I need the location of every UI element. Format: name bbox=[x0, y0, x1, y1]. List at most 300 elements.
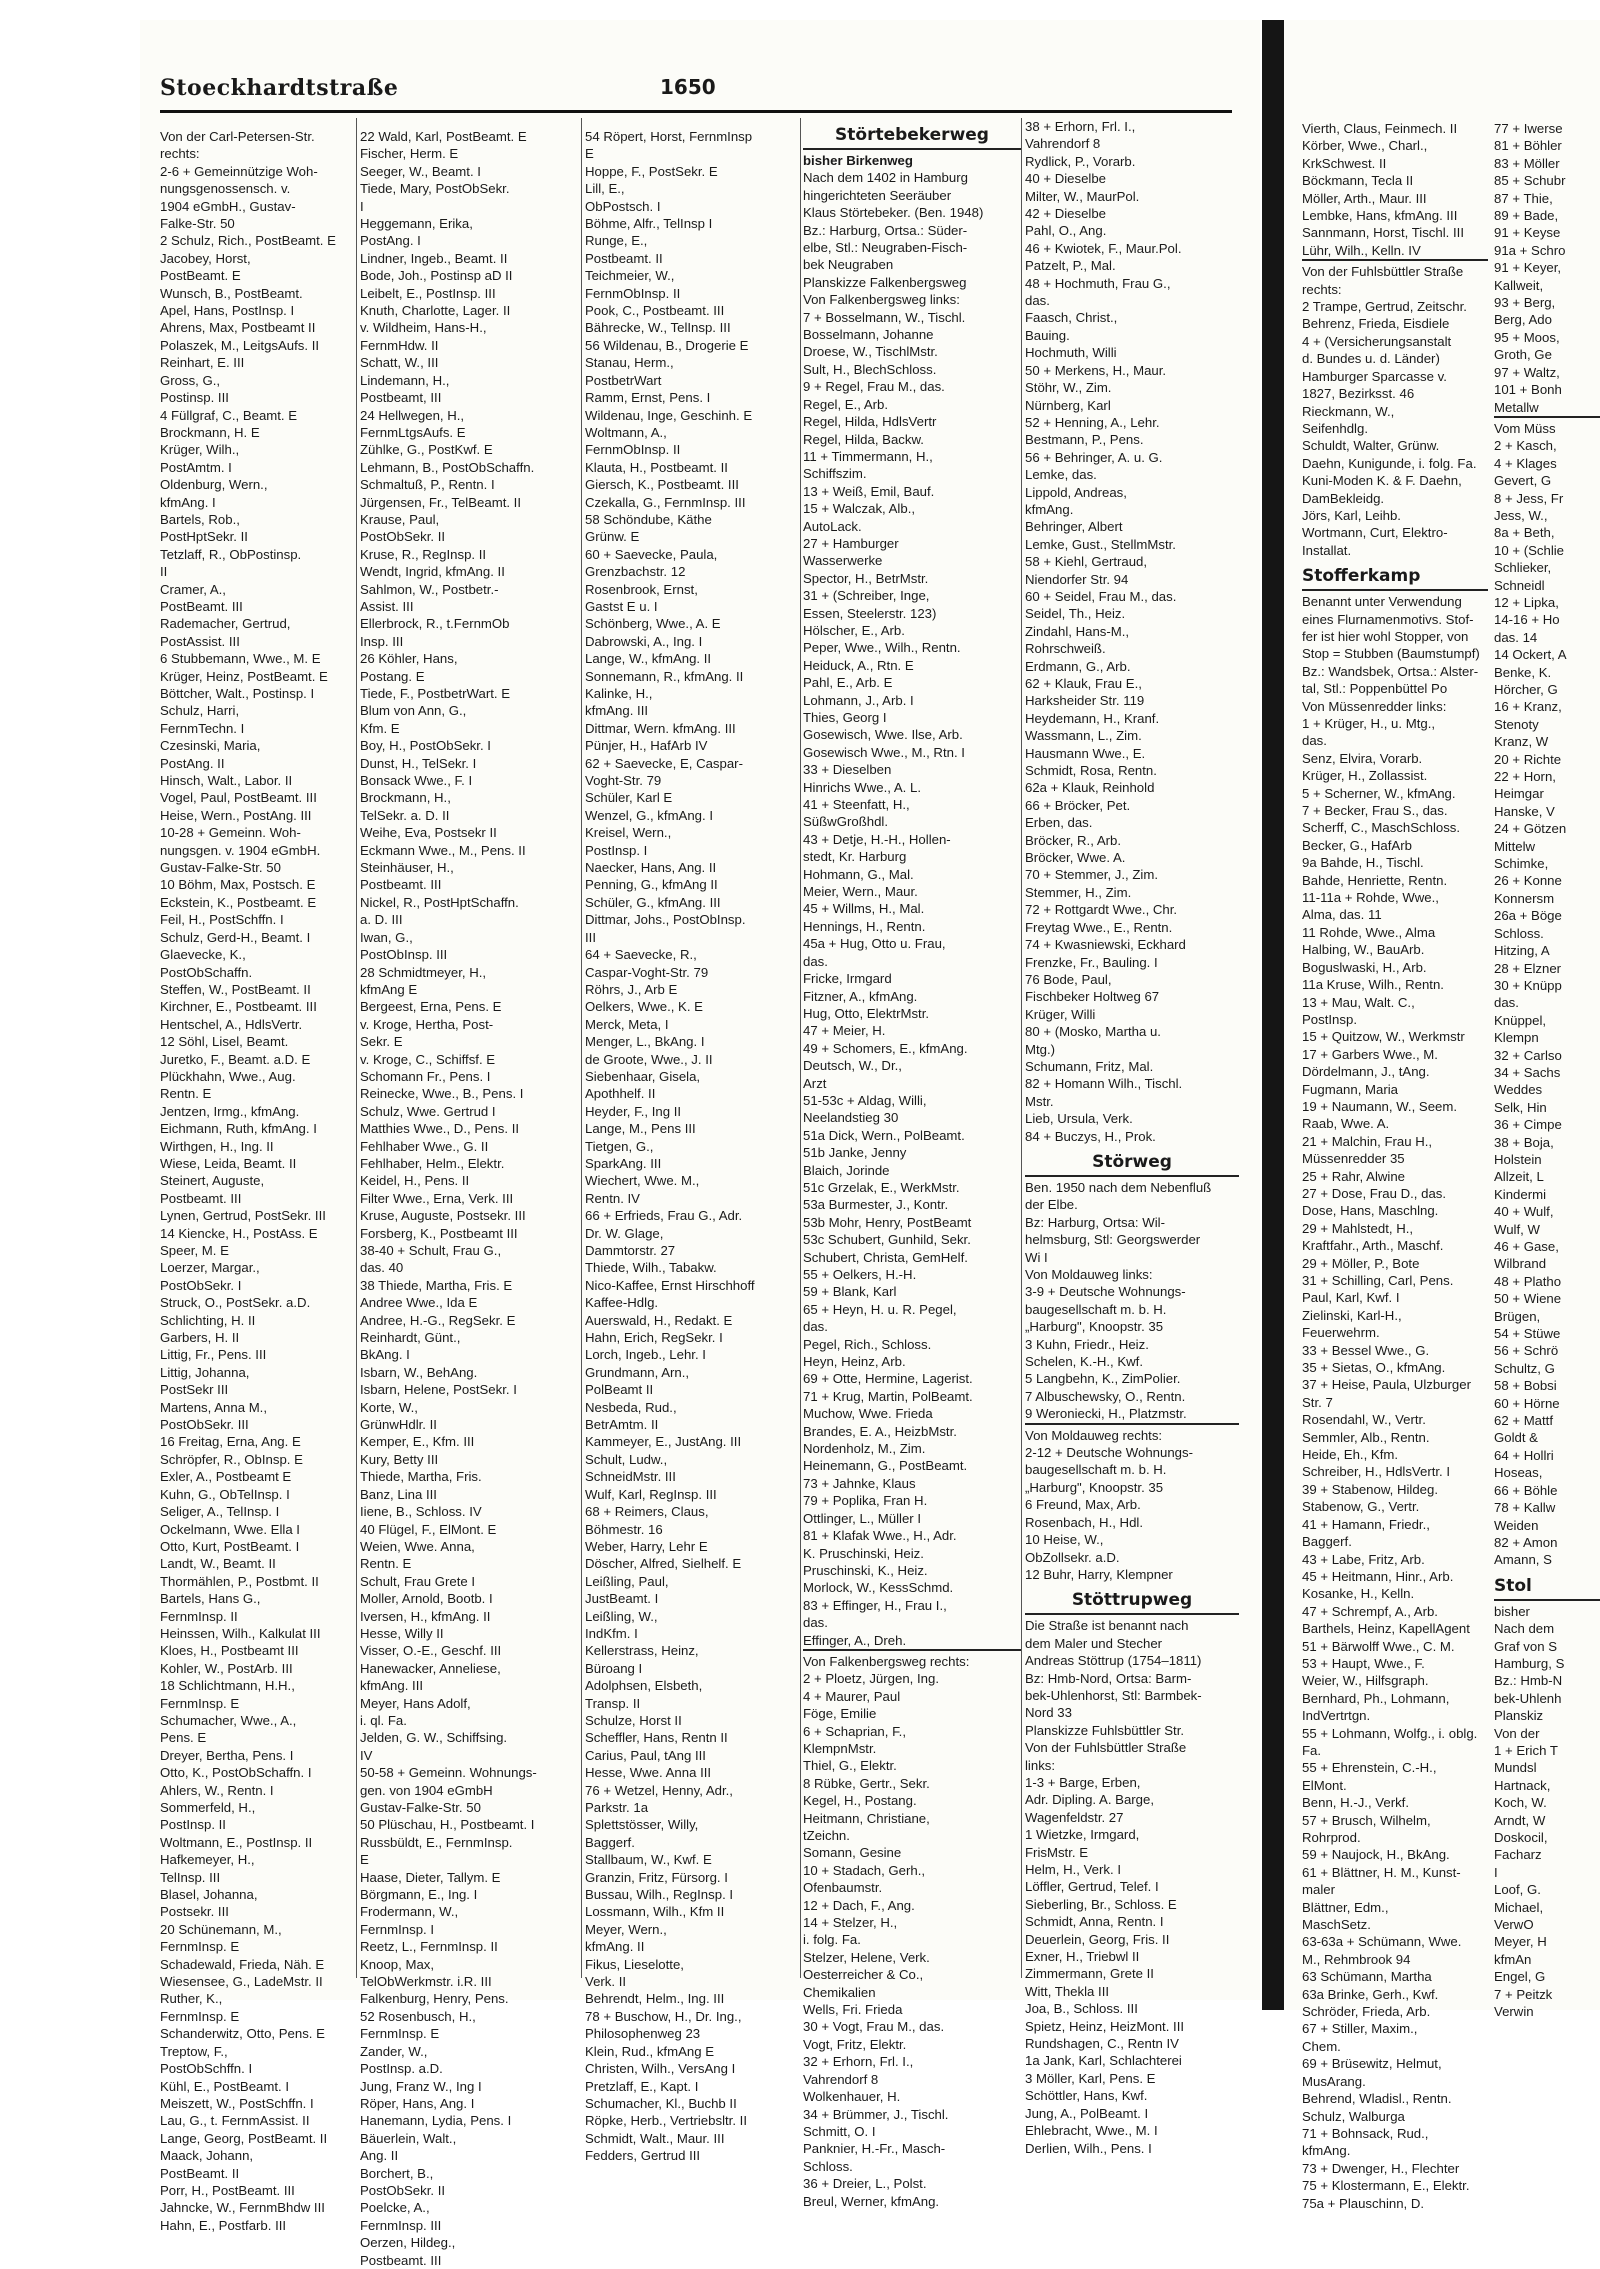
directory-entry: Voght-Str. 79 bbox=[585, 773, 662, 789]
directory-entry: rechts: bbox=[1302, 281, 1342, 297]
directory-entry: Hesse, Willy II bbox=[360, 1625, 444, 1641]
directory-entry: 72 + Rottgardt Wwe., Chr. bbox=[1025, 902, 1178, 918]
directory-entry: v. Wildheim, Hans-H., bbox=[360, 320, 487, 336]
directory-entry: Sannmann, Horst, Tischl. III bbox=[1302, 225, 1464, 241]
directory-entry: PostBeamt. II bbox=[160, 2165, 240, 2181]
directory-entry: Jung, Franz W., Ing I bbox=[360, 2078, 482, 2094]
directory-entry: 73 + Dwenger, H., Flechter bbox=[1302, 2160, 1460, 2176]
directory-entry: PostSekr III bbox=[160, 1382, 229, 1398]
directory-entry: 7 + Bosselmann, W., Tischl. bbox=[803, 309, 966, 325]
directory-entry: IndVertrtgn. bbox=[1302, 1708, 1371, 1724]
directory-entry: Baggerf. bbox=[1302, 1534, 1352, 1550]
directory-entry: Bahde, Henriette, Rentn. bbox=[1302, 872, 1448, 888]
directory-entry: 20 + Richte bbox=[1494, 751, 1562, 767]
directory-entry: Fischbeker Holtweg 67 bbox=[1025, 989, 1160, 1005]
directory-entry: Vahrendorf 8 bbox=[1025, 136, 1101, 152]
directory-entry: E bbox=[360, 1852, 369, 1868]
directory-entry: bek-Uhlenh bbox=[1494, 1690, 1562, 1706]
directory-entry: 73 + Jahnke, Klaus bbox=[803, 1475, 916, 1491]
directory-entry: Otto, Kurt, PostBeamt. I bbox=[160, 1538, 300, 1554]
directory-entry: 51c Grzelak, E., WerkMstr. bbox=[803, 1179, 960, 1195]
directory-entry: Reinhardt, Günt., bbox=[360, 1330, 461, 1346]
directory-entry: Sonnemann, R., kfmAng. II bbox=[585, 668, 744, 684]
directory-entry: 47 + Schrempf, A., Arb. bbox=[1302, 1603, 1438, 1619]
directory-entry: Bz: Hmb-Nord, Ortsa: Barm- bbox=[1025, 1670, 1192, 1686]
directory-entry: PostInsp. I bbox=[585, 842, 648, 858]
directory-entry: Konnersm bbox=[1494, 890, 1555, 906]
directory-entry: Bäuerlein, Walt., bbox=[360, 2130, 457, 2146]
directory-entry: Von Falkenbergsweg rechts: bbox=[803, 1653, 970, 1669]
directory-entry: 1 + Krüger, H., u. Mtg., bbox=[1302, 716, 1436, 731]
directory-entry: 55 + Oelkers, H.-H. bbox=[803, 1267, 917, 1282]
directory-entry: Wiese, Leida, Beamt. II bbox=[160, 1155, 297, 1171]
directory-entry: Gustav-Falke-Str. 50 bbox=[160, 860, 281, 876]
directory-entry: Struck, O., PostSekr. a.D. bbox=[160, 1295, 311, 1311]
directory-entry: Bz.: Harburg, Ortsa.: Süder- bbox=[803, 222, 968, 238]
directory-entry: Philosophenweg 23 bbox=[585, 2026, 701, 2042]
directory-entry: Knüppel, bbox=[1494, 1012, 1547, 1028]
directory-entry: Steinhäuser, H., bbox=[360, 860, 454, 876]
directory-entry: 10 + (Schlie bbox=[1494, 542, 1565, 558]
directory-entry: Vogt, Fritz, Elektr. bbox=[803, 2036, 907, 2052]
directory-entry: 3 Kuhn, Friedr., Heiz. bbox=[1025, 1336, 1149, 1352]
column-divider bbox=[1021, 118, 1022, 1978]
directory-entry: 32 + Erhorn, Frl. I., bbox=[803, 2054, 914, 2070]
directory-entry: 4 Füllgraf, C., Beamt. E bbox=[160, 407, 298, 423]
directory-entry: Heimgar bbox=[1494, 786, 1544, 802]
directory-entry: Heitmann, Christiane, bbox=[803, 1810, 930, 1826]
directory-entry: Seidel, Th., Heiz. bbox=[1025, 606, 1126, 622]
directory-entry: Barthels, Heinz, KapellAgent bbox=[1302, 1621, 1470, 1637]
directory-entry: Scherff, C., MaschSchloss. bbox=[1302, 820, 1461, 836]
directory-entry: Arzt bbox=[803, 1075, 827, 1091]
directory-entry: 51a Dick, Wern., PolBeamt. bbox=[803, 1127, 965, 1143]
directory-entry: 34 + Sachs bbox=[1494, 1064, 1561, 1080]
directory-entry: Zindahl, Hans-M., bbox=[1025, 623, 1130, 639]
directory-entry: Metallw bbox=[1494, 399, 1539, 415]
directory-entry: 29 + Mahlstedt, H., bbox=[1302, 1220, 1414, 1236]
directory-entry: Böhmestr. 16 bbox=[585, 1521, 663, 1537]
directory-entry: Benn, H.-J., Verkf. bbox=[1302, 1795, 1410, 1811]
directory-entry: Mundsl bbox=[1494, 1760, 1537, 1776]
directory-entry: 38 Thiede, Martha, Fris. E bbox=[360, 1277, 513, 1293]
directory-entry: Reinhart, E. III bbox=[160, 355, 245, 371]
directory-entry: 46 + Kwiotek, F., Maur.Pol. bbox=[1025, 240, 1182, 256]
directory-entry: Fischer, Herm. E bbox=[360, 146, 459, 162]
directory-entry: Schulz, Harri, bbox=[160, 703, 240, 719]
directory-entry: Brügen, bbox=[1494, 1308, 1541, 1324]
directory-entry: Klein, Rud., kfmAng E bbox=[585, 2043, 715, 2059]
directory-entry: Knuth, Charlotte, Lager. II bbox=[360, 303, 511, 319]
directory-entry: Erdmann, G., Arb. bbox=[1025, 658, 1131, 674]
directory-entry: tal, Stl.: Poppenbüttel Po bbox=[1302, 681, 1448, 697]
directory-entry: 15 + Walczak, Alb., bbox=[803, 501, 916, 517]
directory-entry: FernmObInsp. II bbox=[585, 442, 681, 458]
directory-entry: Planskizze Fuhlsbüttler Str. bbox=[1025, 1722, 1185, 1738]
directory-entry: 48 + Hochmuth, Frau G., bbox=[1025, 275, 1171, 291]
directory-entry: Droese, W., TischlMstr. bbox=[803, 344, 938, 360]
directory-entry: Heggemann, Erika, bbox=[360, 216, 473, 232]
directory-entry: PolBeamt II bbox=[585, 1382, 654, 1398]
directory-entry: 37 + Heise, Paula, Ulzburger bbox=[1302, 1377, 1471, 1393]
directory-entry: Rentn. IV bbox=[585, 1190, 640, 1206]
directory-entry: Benannt unter Verwendung bbox=[1302, 594, 1462, 610]
directory-entry: 30 + Vogt, Frau M., das. bbox=[803, 2019, 945, 2035]
directory-entry: Nürnberg, Karl bbox=[1025, 397, 1111, 413]
directory-entry: Weien, Wwe. Anna, bbox=[360, 1538, 475, 1554]
directory-entry: Ramm, Ernst, Pens. I bbox=[585, 390, 711, 406]
directory-entry: das. 14 bbox=[1494, 629, 1538, 645]
directory-entry: Groth, Ge bbox=[1494, 347, 1552, 363]
directory-entry: 11 + Timmermann, H., bbox=[803, 448, 933, 464]
directory-entry: Ellerbrock, R., t.FernmOb bbox=[360, 616, 510, 632]
directory-entry: das. bbox=[803, 1319, 828, 1335]
directory-entry: 50 + Wiene bbox=[1494, 1291, 1562, 1307]
directory-entry: Wassmann, L., Zim. bbox=[1025, 728, 1142, 744]
directory-entry: Penning, G., kfmAng II bbox=[585, 877, 718, 893]
directory-entry: Behrendt, Helm., Ing. III bbox=[585, 1991, 725, 2007]
directory-entry: Von Falkenbergsweg links: bbox=[803, 292, 960, 308]
directory-entry: Zimmermann, Grete II bbox=[1025, 1966, 1154, 1982]
directory-entry: Hentschel, A., HdlsVertr. bbox=[160, 1016, 303, 1032]
directory-entry: Treptow, F., bbox=[160, 2043, 228, 2059]
directory-entry: FernmInsp. II bbox=[160, 1608, 238, 1624]
directory-entry: Dreyer, Bertha, Pens. I bbox=[160, 1747, 294, 1763]
page-number: 1650 bbox=[660, 75, 716, 99]
directory-entry: Exner, H., Triebwl II bbox=[1025, 1949, 1140, 1965]
directory-entry: 76 Bode, Paul, bbox=[1025, 971, 1112, 987]
directory-entry: Seifenhdlg. bbox=[1302, 420, 1368, 436]
directory-entry: Derlien, Wilh., Pens. I bbox=[1025, 2140, 1152, 2156]
directory-entry: Tiede, F., PostbetrWart. E bbox=[360, 686, 510, 701]
directory-entry: 31 + (Schreiber, Inge, bbox=[803, 588, 930, 604]
directory-entry: Grünw. E bbox=[585, 529, 640, 545]
directory-entry: Meyer, Wern., bbox=[585, 1921, 667, 1937]
section-rule bbox=[1025, 1423, 1239, 1425]
directory-entry: Müssenredder 35 bbox=[1302, 1151, 1405, 1167]
directory-entry: Bestmann, P., Pens. bbox=[1025, 432, 1144, 448]
directory-entry: Lindner, Ingeb., Beamt. II bbox=[360, 250, 508, 266]
directory-entry: i. ql. Fa. bbox=[360, 1712, 407, 1728]
directory-entry: Stöhr, W., Zim. bbox=[1025, 380, 1112, 396]
directory-entry: Heide, Eh., Kfm. bbox=[1302, 1447, 1399, 1463]
directory-entry: Brandes, E. A., HeizbMstr. bbox=[803, 1423, 957, 1439]
directory-entry: kfmAng. III bbox=[360, 1678, 424, 1694]
directory-entry: kfmAng. I bbox=[160, 494, 216, 510]
directory-entry: TelObWerkmstr. i.R. III bbox=[360, 1974, 492, 1990]
directory-entry: 10 + Stadach, Gerh., bbox=[803, 1862, 926, 1878]
directory-entry: 66 + Bröcker, Pet. bbox=[1025, 797, 1131, 813]
directory-entry: Christen, Wilh., VersAng I bbox=[585, 2061, 736, 2077]
directory-entry: Deutsch, W., Dr., bbox=[803, 1058, 902, 1074]
directory-entry: Schumacher, Kl., Buchb II bbox=[585, 2095, 737, 2111]
directory-entry: Planskizze Falkenbergsweg bbox=[803, 274, 967, 290]
directory-entry: 47 + Meier, H. bbox=[803, 1023, 886, 1039]
directory-entry: 21 + Malchin, Frau H., bbox=[1302, 1133, 1433, 1149]
directory-entry: 91 + Keyer, bbox=[1494, 260, 1562, 276]
directory-entry: Postbeamt, III bbox=[360, 390, 442, 406]
directory-entry: 61 + Blättner, H. M., Kunst- bbox=[1302, 1864, 1461, 1880]
directory-entry: Jacobey, Horst, bbox=[160, 250, 251, 266]
directory-entry: 14 Kiencke, H., PostAss. E bbox=[160, 1225, 318, 1241]
directory-entry: Ang. II bbox=[360, 2148, 399, 2164]
directory-entry: links: bbox=[1025, 1757, 1056, 1773]
directory-entry: 80 + (Mosko, Martha u. bbox=[1025, 1024, 1161, 1040]
directory-entry: 63 Schümann, Martha bbox=[1302, 1969, 1432, 1985]
directory-entry: Lossmann, Wilh., Kfm II bbox=[585, 1904, 725, 1920]
directory-entry: Schanderwitz, Otto, Pens. E bbox=[160, 2026, 325, 2042]
directory-entry: III bbox=[585, 929, 596, 945]
directory-entry: Schomann Fr., Pens. I bbox=[360, 1068, 491, 1084]
directory-entry: Schmidt, Rosa, Rentn. bbox=[1025, 763, 1157, 779]
directory-entry: 56 + Schrö bbox=[1494, 1343, 1559, 1359]
directory-entry: Wunsch, B., PostBeamt. bbox=[160, 285, 303, 301]
directory-entry: Peper, Wwe., Wilh., Rentn. bbox=[803, 640, 961, 656]
directory-entry: 1 + Erich T bbox=[1494, 1742, 1558, 1758]
directory-entry: SparkAng. III bbox=[585, 1155, 662, 1171]
directory-entry: 85 + Schubr bbox=[1494, 173, 1566, 189]
directory-entry: PostAng. I bbox=[360, 233, 421, 249]
column-divider bbox=[356, 118, 357, 1978]
directory-entry: das. bbox=[803, 953, 828, 969]
directory-entry: 84 + Buczys, H., Prok. bbox=[1025, 1128, 1156, 1144]
directory-entry: Planskiz bbox=[1494, 1708, 1544, 1724]
directory-entry: Frodermann, W., bbox=[360, 1904, 459, 1920]
directory-entry: Schulz, Gerd-H., Beamt. I bbox=[160, 929, 311, 945]
directory-entry: 19 + Naumann, W., Seem. bbox=[1302, 1098, 1458, 1114]
directory-entry: 33 + Dieselben bbox=[803, 762, 892, 778]
directory-entry: Woltmann, A., bbox=[585, 424, 667, 440]
directory-entry: Joa, B., Schloss. III bbox=[1025, 2001, 1138, 2017]
directory-entry: 53b Mohr, Henry, PostBeamt bbox=[803, 1214, 972, 1230]
directory-entry: Heyder, F., Ing II bbox=[585, 1103, 682, 1119]
directory-entry: Lill, E., bbox=[585, 181, 625, 197]
directory-entry: Meiszett, W., PostSchffn. I bbox=[160, 2095, 314, 2111]
directory-entry: 22 Wald, Karl, PostBeamt. E bbox=[360, 129, 527, 144]
directory-entry: Bährecke, W., TelInsp. III bbox=[585, 320, 731, 336]
directory-entry: Becker, G., HafArb bbox=[1302, 837, 1412, 853]
directory-entry: 81 + Klafak Wwe., H., Adr. bbox=[803, 1528, 957, 1544]
directory-entry: 4 + (Versicherungsanstalt bbox=[1302, 333, 1452, 349]
directory-entry: 25 + Rahr, Alwine bbox=[1302, 1168, 1406, 1184]
directory-entry: Mstr. bbox=[1025, 1093, 1054, 1109]
directory-entry: Adolphsen, Elsbeth, bbox=[585, 1678, 703, 1694]
directory-entry: Milter, W., MaurPol. bbox=[1025, 188, 1140, 204]
directory-entry: Vierth, Claus, Feinmech. II bbox=[1302, 121, 1458, 136]
section-rule bbox=[1494, 416, 1600, 418]
directory-entry: Freytag Wwe., E., Rentn. bbox=[1025, 919, 1173, 935]
directory-entry: bek Neugraben bbox=[803, 257, 894, 273]
directory-entry: 24 + Götzen bbox=[1494, 821, 1567, 837]
directory-entry: 45 + Heitmann, Hinr., Arb. bbox=[1302, 1568, 1454, 1584]
directory-entry: MusArang. bbox=[1302, 2073, 1366, 2089]
directory-entry: Kegel, H., Postang. bbox=[803, 1793, 917, 1809]
directory-entry: Nordenholz, M., Zim. bbox=[803, 1441, 926, 1457]
directory-entry: Jentzen, Irmg., kfmAng. bbox=[160, 1103, 300, 1119]
directory-entry: Börgmann, E., Ing. I bbox=[360, 1887, 478, 1903]
directory-entry: PostBeamt. III bbox=[160, 598, 243, 614]
directory-entry: 15 + Quitzow, W., Werkmstr bbox=[1302, 1029, 1465, 1045]
directory-entry: Schloss. bbox=[803, 2158, 853, 2174]
directory-entry: 91 + Keyse bbox=[1494, 225, 1561, 241]
directory-entry: Hinsch, Walt., Labor. II bbox=[160, 773, 293, 789]
directory-entry: 9a Bahde, H., Tischl. bbox=[1302, 855, 1424, 871]
directory-entry: 78 + Buschow, H., Dr. Ing., bbox=[585, 2008, 742, 2024]
directory-entry: JustBeamt. I bbox=[585, 1591, 659, 1607]
directory-entry: Rademacher, Gertrud, bbox=[160, 616, 291, 632]
directory-entry: Steinert, Auguste, bbox=[160, 1173, 265, 1189]
directory-entry: 9 + Regel, Frau M., das. bbox=[803, 379, 945, 395]
directory-entry: Dittmar, Johs., PostObInsp. bbox=[585, 912, 746, 928]
directory-entry: 36 + Cimpe bbox=[1494, 1117, 1562, 1133]
directory-entry: Pahl, E., Arb. E bbox=[803, 675, 893, 691]
directory-entry: 50-58 + Gemeinn. Wohnungs- bbox=[360, 1765, 537, 1781]
directory-entry: Carius, Paul, tAng III bbox=[585, 1747, 706, 1763]
directory-entry: helmsburg, Stl: Georgswerder bbox=[1025, 1232, 1201, 1248]
directory-entry: Von Müssenredder links: bbox=[1302, 698, 1447, 714]
directory-entry: Vahrendorf 8 bbox=[803, 2071, 879, 2087]
directory-entry: Verk. II bbox=[585, 1974, 627, 1990]
directory-entry: 11 Rohde, Wwe., Alma bbox=[1302, 924, 1436, 940]
directory-entry: Schüler, G., kfmAng. III bbox=[585, 894, 721, 910]
directory-entry: Wilbrand bbox=[1494, 1256, 1547, 1272]
directory-entry: Verwin bbox=[1494, 2004, 1534, 2020]
directory-entry: Seeger, W., Beamt. I bbox=[360, 163, 481, 179]
directory-entry: 53 + Haupt, Wwe., F. bbox=[1302, 1655, 1425, 1671]
directory-entry: Forsberg, K., Postbeamt III bbox=[360, 1225, 518, 1241]
directory-entry: Sult, H., BlechSchloss. bbox=[803, 361, 937, 377]
directory-entry: Kruse, R., RegInsp. II bbox=[360, 546, 487, 562]
directory-entry: Gosewisch, Wwe. Ilse, Arb. bbox=[803, 727, 963, 743]
directory-entry: Weihe, Eva, Postsekr II bbox=[360, 825, 497, 841]
directory-entry: Hamburg, S bbox=[1494, 1655, 1565, 1671]
directory-entry: Speer, M. E bbox=[160, 1243, 229, 1258]
directory-entry: Ottlinger, L., Müller I bbox=[803, 1510, 921, 1526]
directory-entry: Hafkemeyer, H., bbox=[160, 1852, 255, 1868]
directory-entry: Hamburger Sparcasse v. bbox=[1302, 368, 1447, 384]
directory-column-2 bbox=[360, 128, 582, 2268]
directory-entry: Apothhelf. II bbox=[585, 1086, 656, 1102]
directory-entry: Weiden bbox=[1494, 1517, 1539, 1533]
directory-entry: 65 + Heyn, H. u. R. Pegel, bbox=[803, 1301, 957, 1317]
directory-entry: 11a Kruse, Wilh., Rentn. bbox=[1302, 977, 1444, 993]
directory-entry: 13 + Weiß, Emil, Bauf. bbox=[803, 483, 935, 499]
directory-entry: Korte, W., bbox=[360, 1399, 418, 1415]
directory-entry: Goldt & bbox=[1494, 1430, 1538, 1446]
directory-entry: Blasel, Johanna, bbox=[160, 1887, 258, 1903]
directory-entry: FernmTechn. I bbox=[160, 720, 245, 736]
directory-entry: Michael, bbox=[1494, 1899, 1544, 1915]
directory-entry: Schelen, K.-H., Kwf. bbox=[1025, 1354, 1143, 1370]
directory-entry: Pegel, Rich., Schloss. bbox=[803, 1336, 932, 1352]
directory-entry: 75 + Klostermann, E., Elektr. bbox=[1302, 2178, 1470, 2194]
directory-entry: Postbeamt. III bbox=[360, 2252, 442, 2268]
directory-entry: 8 + Jess, Fr bbox=[1494, 490, 1564, 506]
directory-entry: „Harburg", Knoopstr. 35 bbox=[1025, 1479, 1164, 1495]
directory-entry: Iversen, H., kfmAng. II bbox=[360, 1608, 491, 1624]
directory-entry: Nach dem 1402 in Hamburg bbox=[803, 170, 968, 186]
directory-entry: Heydemann, H., Kranf. bbox=[1025, 710, 1160, 726]
directory-entry: „Harburg", Knoopstr. 35 bbox=[1025, 1319, 1164, 1335]
directory-entry: Lemke, das. bbox=[1025, 467, 1097, 483]
directory-entry: 59 + Naujock, H., BkAng. bbox=[1302, 1847, 1450, 1863]
directory-entry: dem Maler und Stecher bbox=[1025, 1635, 1163, 1651]
directory-entry: Blum von Ann, G., bbox=[360, 703, 467, 719]
directory-entry: nungsgen. v. 1904 eGmbH. bbox=[160, 842, 321, 858]
directory-entry: Brockmann, H., bbox=[360, 790, 451, 806]
directory-entry: 8a + Beth, bbox=[1494, 525, 1555, 541]
directory-entry: Bröcker, Wwe. A. bbox=[1025, 850, 1126, 866]
directory-entry: Schumacher, Wwe., A., bbox=[160, 1712, 297, 1728]
directory-entry: Chem. bbox=[1302, 2038, 1341, 2054]
directory-entry: Lühr, Wilh., Kelln. IV bbox=[1302, 242, 1421, 258]
directory-entry: Hoseas, bbox=[1494, 1465, 1543, 1481]
street-heading: Störtebekerweg bbox=[835, 125, 989, 145]
directory-entry: Effinger, A., Dreh. bbox=[803, 1632, 907, 1648]
directory-entry: 42 + Dieselbe bbox=[1025, 206, 1107, 222]
directory-entry: 30 + Knüpp bbox=[1494, 977, 1562, 993]
directory-entry: Röpke, Herb., Vertriebsltr. II bbox=[585, 2113, 747, 2129]
directory-entry: 1827, Bezirksst. 46 bbox=[1302, 386, 1415, 402]
directory-entry: 10 Heise, W., bbox=[1025, 1532, 1104, 1548]
directory-entry: Schimke, bbox=[1494, 856, 1549, 872]
directory-entry: PostObSchaffn. bbox=[160, 964, 253, 980]
directory-entry: Oldenburg, Wern., bbox=[160, 477, 268, 493]
directory-entry: Brockmann, H. E bbox=[160, 424, 260, 440]
directory-entry: Rosenbach, H., Hdl. bbox=[1025, 1514, 1144, 1530]
directory-entry: 29 + Möller, P., Bote bbox=[1302, 1255, 1420, 1271]
directory-entry: FernmInsp. E bbox=[160, 2008, 240, 2024]
directory-entry: MaschSetz. bbox=[1302, 1917, 1371, 1933]
directory-entry: Tetzlaff, R., ObPostinsp. bbox=[160, 546, 302, 562]
directory-entry: Jürgensen, Fr., TelBeamt. II bbox=[360, 494, 522, 510]
directory-entry: Nickel, R., PostHptSchaffn. bbox=[360, 894, 519, 910]
directory-entry: Von der Carl-Petersen-Str. bbox=[160, 129, 315, 144]
directory-entry: fer ist hier wohl Stopper, von bbox=[1302, 628, 1469, 644]
directory-entry: kfmAng. III bbox=[585, 703, 649, 719]
directory-entry: Menger, L., BkAng. I bbox=[585, 1034, 705, 1050]
directory-entry: Hinrichs Wwe., A. L. bbox=[803, 779, 921, 795]
directory-entry: Nico-Kaffee, Ernst Hirschhoff bbox=[585, 1277, 755, 1293]
directory-entry: Rentn. E bbox=[360, 1556, 412, 1572]
directory-entry: Feil, H., PostSchffn. I bbox=[160, 912, 284, 928]
directory-entry: Fehlhaber, Helm., Elektr. bbox=[360, 1155, 505, 1171]
directory-entry: 54 + Stüwe bbox=[1494, 1326, 1561, 1342]
directory-entry: Thies, Georg I bbox=[803, 710, 887, 725]
directory-entry: 45 + Willms, H., Mal. bbox=[803, 901, 925, 917]
directory-entry: Boguslwaski, H., Arb. bbox=[1302, 959, 1427, 975]
directory-entry: der Elbe. bbox=[1025, 1197, 1078, 1213]
directory-entry: kfmAn bbox=[1494, 1951, 1532, 1967]
directory-entry: Schmidt, Anna, Rentn. I bbox=[1025, 1914, 1164, 1930]
directory-entry: Wulf, Karl, RegInsp. III bbox=[585, 1486, 717, 1502]
directory-entry: 14-16 + Ho bbox=[1494, 612, 1560, 628]
directory-entry: Lemke, Gust., StellmMstr. bbox=[1025, 536, 1176, 552]
directory-entry: Assist. III bbox=[360, 598, 414, 614]
directory-entry: PostInsp. bbox=[1302, 1011, 1357, 1027]
directory-entry: Andreas Stöttrup (1754–1811) bbox=[1025, 1653, 1202, 1669]
directory-entry: Meyer, Hans Adolf, bbox=[360, 1695, 471, 1711]
directory-entry: TelInsp. III bbox=[160, 1869, 221, 1885]
directory-entry: Krüger, Heinz, PostBeamt. E bbox=[160, 668, 328, 684]
directory-entry: FernmInsp. E bbox=[160, 1695, 240, 1711]
directory-entry: Chemikalien bbox=[803, 1984, 876, 2000]
directory-entry: Schmaltuß, P., Rentn. I bbox=[360, 477, 495, 493]
directory-entry: Böckmann, Tecla II bbox=[1302, 173, 1414, 189]
directory-entry: PostObSekr. I bbox=[160, 1277, 242, 1293]
directory-entry: Schiffszim. bbox=[803, 466, 867, 482]
directory-entry: Teichmeier, W., bbox=[585, 268, 675, 284]
